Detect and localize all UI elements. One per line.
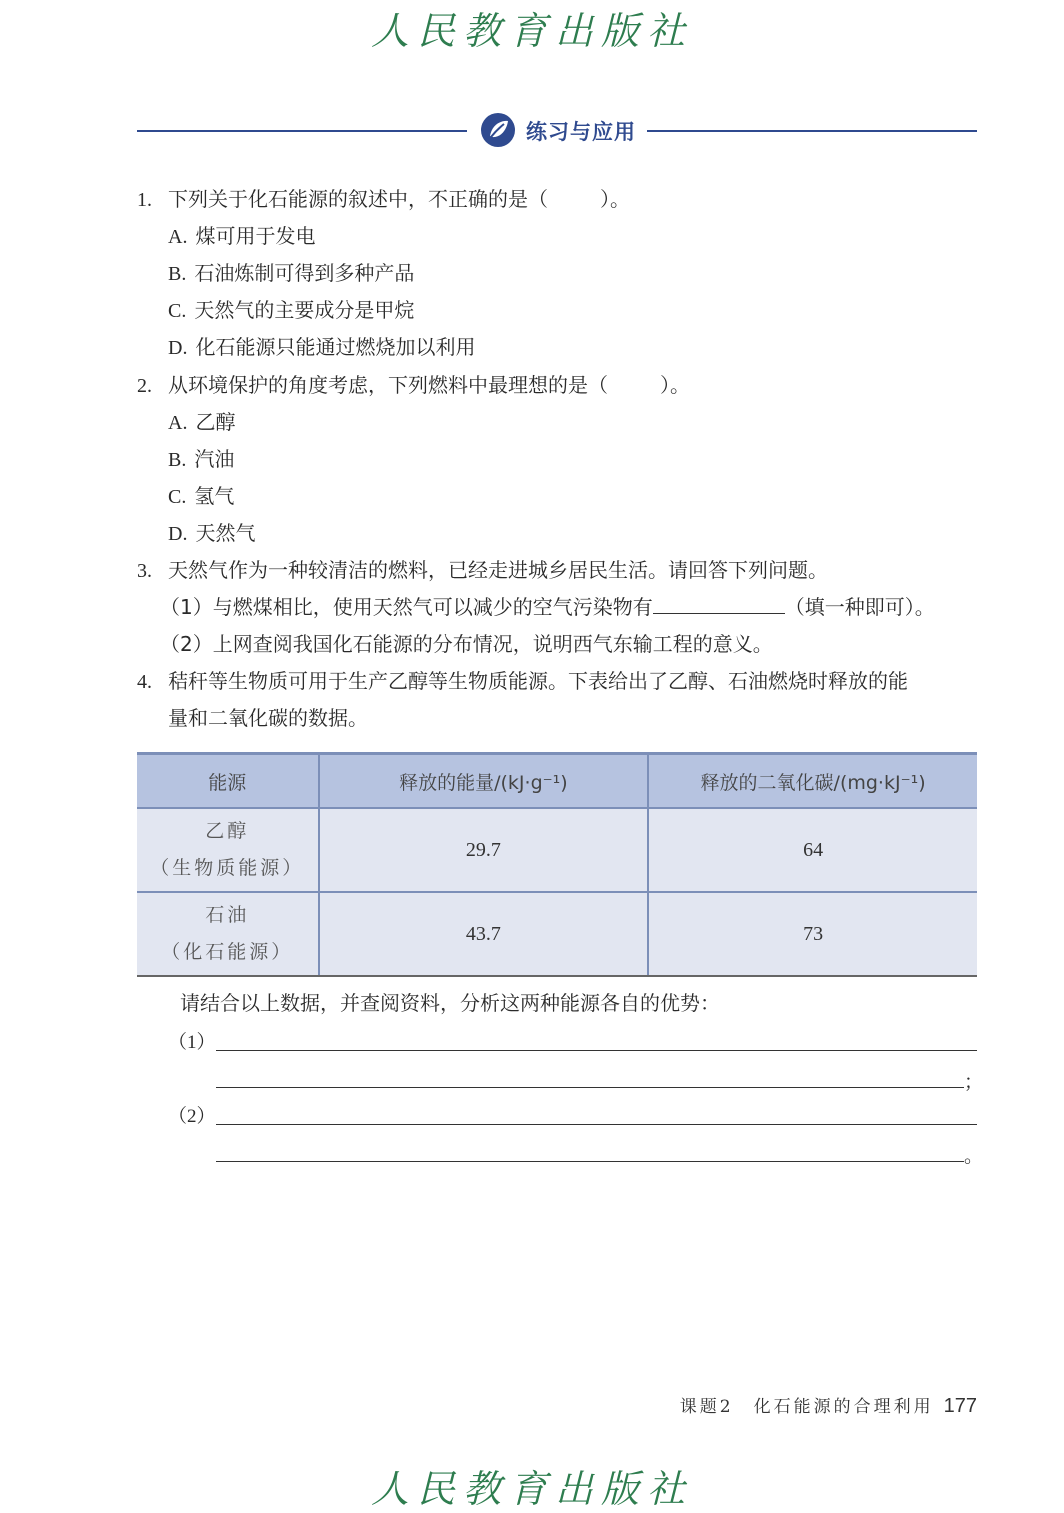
option-text: 煤可用于发电 (195, 224, 316, 248)
option-letter: B. (168, 449, 187, 471)
option-b (168, 259, 414, 288)
question-text-end: ）。 (600, 187, 630, 211)
energy-data-table (137, 752, 977, 977)
answer-label-1: （1） (168, 1032, 216, 1053)
energy-cell: 43.7 (319, 892, 649, 976)
co2-cell: 73 (648, 892, 977, 976)
option-d (168, 333, 475, 362)
header-source: 能源 (137, 754, 319, 809)
sub-question-text-end: （填一种即可）。 (784, 595, 935, 619)
question-1-stem (137, 185, 630, 214)
source-type: （生物质能源） (150, 857, 305, 879)
answer-end-punct-2: 。 (964, 1145, 984, 1167)
header-rule-right (647, 130, 977, 132)
section-header (137, 112, 977, 150)
question-2-stem (137, 371, 690, 400)
answer-label-2: （2） (168, 1106, 216, 1127)
publisher-watermark-bottom: 人民教育出版社 (370, 1467, 693, 1511)
option-text: 石油炼制可得到多种产品 (194, 261, 415, 285)
table-row (137, 808, 977, 892)
option-letter: D. (168, 523, 188, 545)
question-text: 从环境保护的角度考虑，下列燃料中最理想的是（ (168, 373, 608, 397)
answer-line-1b[interactable] (216, 1087, 964, 1088)
co2-cell: 64 (648, 808, 977, 892)
header-energy: 释放的能量/(kJ·g⁻¹) (319, 754, 649, 809)
answer-line-2b[interactable] (216, 1161, 964, 1162)
fill-in-blank[interactable] (653, 593, 785, 614)
energy-cell: 29.7 (319, 808, 649, 892)
chapter-title: 课题2 化石能源的合理利用 (679, 1397, 934, 1417)
leaf-circle-icon (480, 112, 516, 148)
question-text: 天然气作为一种较清洁的燃料，已经走进城乡居民生活。请回答下列问题。 (168, 558, 828, 582)
source-cell (137, 892, 319, 976)
question-text: 下列关于化石能源的叙述中，不正确的是（ (168, 187, 548, 211)
table-row (137, 892, 977, 976)
question-3-sub-2: （2）上网查阅我国化石能源的分布情况，说明西气东输工程的意义。 (160, 632, 773, 656)
option-letter: A. (168, 412, 188, 434)
option-letter: C. (168, 300, 187, 322)
option-text: 氢气 (194, 484, 235, 508)
page-footer (680, 1392, 977, 1418)
option-text: 天然气的主要成分是甲烷 (194, 298, 415, 322)
publisher-watermark-top: 人民教育出版社 (370, 9, 693, 53)
question-text-end: ）。 (660, 373, 690, 397)
table-header-row (137, 754, 977, 809)
section-title: 练习与应用 (526, 120, 636, 144)
source-name: 石油 (205, 904, 250, 926)
source-cell (137, 808, 319, 892)
option-text: 汽油 (194, 447, 235, 471)
option-letter: A. (168, 226, 188, 248)
option-text: 天然气 (195, 521, 256, 545)
question-number: 3. (137, 560, 152, 582)
analysis-prompt: 请结合以上数据，并查阅资料，分析这两种能源各自的优势： (180, 991, 720, 1015)
question-text: 秸秆等生物质可用于生产乙醇等生物质能源。下表给出了乙醇、石油燃烧时释放的能 (168, 669, 908, 693)
question-number: 1. (137, 189, 152, 211)
option-letter: B. (168, 263, 187, 285)
source-name: 乙醇 (205, 820, 250, 842)
option-b (168, 445, 234, 474)
option-letter: C. (168, 486, 187, 508)
option-c (168, 296, 414, 325)
answer-line-2a[interactable] (216, 1124, 977, 1125)
page-number: 177 (943, 1395, 977, 1417)
question-4-stem (137, 667, 908, 696)
option-text: 化石能源只能通过燃烧加以利用 (195, 335, 476, 359)
option-a (168, 408, 235, 437)
question-4-stem-line-2: 量和二氧化碳的数据。 (168, 706, 368, 730)
header-co2: 释放的二氧化碳/(mg·kJ⁻¹) (648, 754, 977, 809)
option-d (168, 519, 255, 548)
answer-line-1a[interactable] (216, 1050, 977, 1051)
answer-end-punct-1: ； (964, 1071, 984, 1093)
question-3-sub-1 (160, 593, 935, 621)
question-3-stem (137, 556, 828, 585)
option-text: 乙醇 (195, 410, 236, 434)
question-number: 4. (137, 671, 152, 693)
question-number: 2. (137, 375, 152, 397)
option-letter: D. (168, 337, 188, 359)
option-a (168, 222, 315, 251)
source-type: （化石能源） (161, 941, 294, 963)
header-rule-left (137, 130, 467, 132)
option-c (168, 482, 234, 511)
sub-question-text: （1）与燃煤相比，使用天然气可以减少的空气污染物有 (160, 595, 653, 619)
